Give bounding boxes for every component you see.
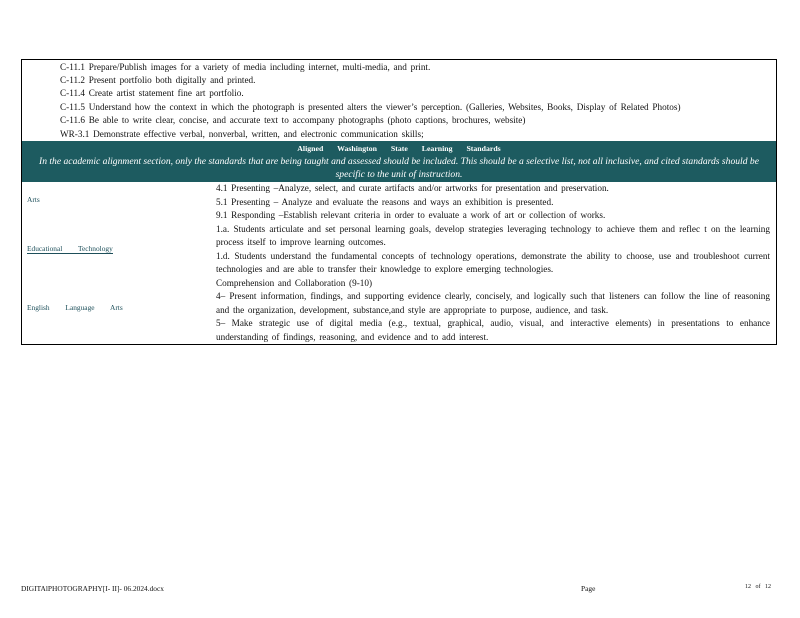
standards-column xyxy=(216,182,776,344)
standard-item: 4.1 Presenting –Analyze, select, and curate artifacts and/or artworks for presentation and preservation. xyxy=(216,183,609,194)
bullet-text: WR-3.1 Demonstrate effective verbal, nonverbal, written, and electronic communication skills; xyxy=(60,128,424,139)
standard-item: 4– Present information, findings, and supporting evidence clearly, concisely, and logically such that listeners can follow the line of reasoning and the organization, development, substance,and style are appropriate to purpose, audience, and task. xyxy=(216,291,770,315)
list-item xyxy=(22,60,776,73)
alignment-banner xyxy=(22,141,776,182)
subject-column xyxy=(22,182,216,344)
standards-table xyxy=(21,59,777,345)
bullet-text: C-11.6 Be able to write clear, concise, and accurate text to accompany photographs (photo captions, brochures, website) xyxy=(60,115,526,126)
standards-section xyxy=(22,182,776,344)
list-item xyxy=(22,114,776,127)
standard-item: Comprehension and Collaboration (9-10) xyxy=(216,277,373,288)
bullet-text: C-11.4 Create artist statement fine art portfolio. xyxy=(60,88,244,99)
subject-arts: Arts xyxy=(27,195,40,205)
bullet-list xyxy=(22,60,776,141)
subject-english-language-arts: English Language Arts xyxy=(27,303,123,313)
subject-educational-technology: Educational Technology xyxy=(27,244,113,254)
list-item xyxy=(22,100,776,113)
standard-item: 5– Make strategic use of digital media (e.g., textual, graphical, audio, visual, and interactive elements) in presentations to enhance understanding of findings, reasoning, and evidence and to add interest. xyxy=(216,318,770,342)
list-item xyxy=(22,87,776,100)
footer-page-label: Page xyxy=(581,584,596,593)
standard-item: 1.d. Students understand the fundamental concepts of technology operations, demonstrate the ability to choose, use and troubleshoot current technologies and are able to transfer their knowledge to explore emerging technologies. xyxy=(216,250,770,275)
standard-item: 1.a. Students articulate and set personal learning goals, develop strategies leveraging technology to achieve them and reflec t on the learning process itself to improve learning outcomes. xyxy=(216,223,770,248)
banner-note: In the academic alignment section, only the standards that are being taught and assessed should be included. This should be a selective list, not all inclusive, and cited standards should be specific to the unit of instruction. xyxy=(39,156,759,181)
bullet-text: C-11.5 Understand how the context in which the photograph is presented alters the viewer’s perception. (Galleries, Websites, Books, Display of Related Photos) xyxy=(60,101,681,112)
footer-filename: DIGITAlPHOTOGRAPHY[I- II]- 06.2024.docx xyxy=(21,584,164,593)
footer-page-count: 12 of 12 xyxy=(745,584,771,590)
banner-title: Aligned Washington State Learning Standards xyxy=(297,144,501,154)
bullet-text: C-11.2 Present portfolio both digitally and printed. xyxy=(60,75,256,86)
standard-item: 9.1 Responding –Establish relevant criteria in order to evaluate a work of art or collection of works. xyxy=(216,210,606,221)
bullet-text: C-11.1 Prepare/Publish images for a variety of media including internet, multi-media, and print. xyxy=(60,61,431,72)
standard-item: 5.1 Presenting – Analyze and evaluate the reasons and ways an exhibition is presented. xyxy=(216,196,554,207)
list-item xyxy=(22,127,776,140)
list-item xyxy=(22,73,776,86)
